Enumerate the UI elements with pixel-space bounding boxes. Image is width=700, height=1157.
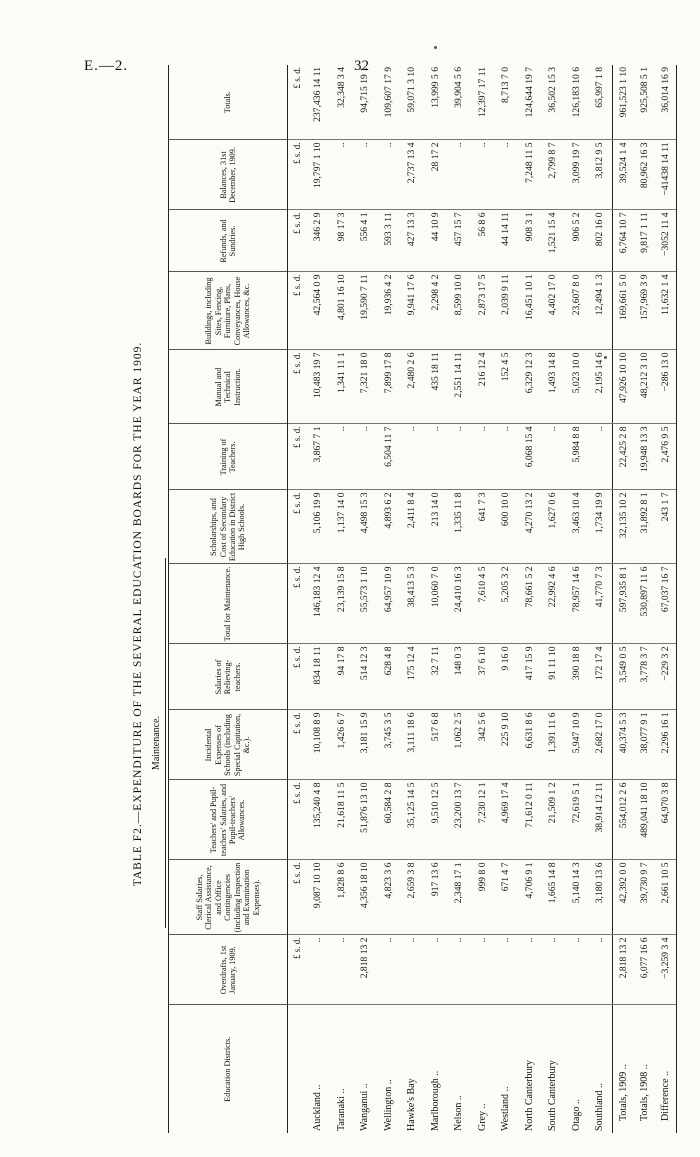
amount-cell: 1,828 8 6 <box>330 860 354 935</box>
amount-cell: 908 3 1 <box>518 210 542 272</box>
amount-cell: 60,584 2 8 <box>377 780 401 860</box>
amount-cell: 834 18 11 <box>306 644 330 710</box>
amount-cell: .. <box>377 935 401 1005</box>
amount-cell: .. <box>447 140 471 210</box>
amount-cell: 38,077 9 1 <box>634 710 655 780</box>
amount-cell: 23,607 8 0 <box>565 272 589 350</box>
amount-cell: 6,077 16 6 <box>634 935 655 1005</box>
amount-cell: 39,904 5 6 <box>447 65 471 140</box>
district-name: Wanganui .. <box>359 1083 371 1131</box>
amount-cell: 12,397 17 11 <box>471 65 495 140</box>
maintenance-group <box>151 95 165 1133</box>
amount-cell: 1,062 2 5 <box>447 710 471 780</box>
amount-cell: 457 15 7 <box>447 210 471 272</box>
amount-cell: −3,259 3 4 <box>655 935 677 1005</box>
amount-cell: 23,200 13 7 <box>447 780 471 860</box>
amount-cell: 9,510 12 5 <box>424 780 448 860</box>
table-row <box>471 65 495 1133</box>
amount-cell: 175 12 4 <box>400 644 424 710</box>
amount-cell: 3,745 3 5 <box>377 710 401 780</box>
amount-cell: 9,087 10 10 <box>306 860 330 935</box>
amount-cell: 628 4 8 <box>377 644 401 710</box>
amount-cell: 7,248 11 5 <box>518 140 542 210</box>
amount-cell: 2,551 14 11 <box>447 350 471 424</box>
amount-cell: 67,037 16 7 <box>655 564 677 644</box>
amount-cell: 3,099 19 7 <box>565 140 589 210</box>
maintenance-label: Maintenance. <box>151 715 162 771</box>
amount-cell: 641 7 3 <box>471 490 495 564</box>
amount-cell: 47,926 10 10 <box>612 350 634 424</box>
amount-cell: 530,897 11 6 <box>634 564 655 644</box>
amount-cell: −41438 14 11 <box>655 140 677 210</box>
amount-cell: 6,068 15 4 <box>518 424 542 490</box>
amount-cell: 2,818 13 2 <box>353 935 377 1005</box>
unit-cell: £ s. d. <box>288 935 307 1005</box>
amount-cell: 489,041 18 10 <box>634 780 655 860</box>
table-row <box>306 65 330 1133</box>
amount-cell: 5,140 14 3 <box>565 860 589 935</box>
amount-cell: .. <box>494 140 518 210</box>
amount-cell: 2,818 13 2 <box>612 935 634 1005</box>
amount-cell: 802 16 0 <box>588 210 612 272</box>
amount-cell: 91 11 10 <box>541 644 565 710</box>
amount-cell: 237,436 14 11 <box>306 65 330 140</box>
table-row <box>424 65 448 1133</box>
amount-cell: 906 5 2 <box>565 210 589 272</box>
amount-cell: 36,502 15 3 <box>541 65 565 140</box>
amount-cell: 917 13 6 <box>424 860 448 935</box>
amount-cell: 9,817 1 11 <box>634 210 655 272</box>
amount-cell: .. <box>330 424 354 490</box>
amount-cell: 8,599 10 0 <box>447 272 471 350</box>
amount-cell: 5,947 10 9 <box>565 710 589 780</box>
amount-cell: 22,425 2 8 <box>612 424 634 490</box>
amount-cell: 72,619 5 1 <box>565 780 589 860</box>
amount-cell: .. <box>377 140 401 210</box>
amount-cell: 32 7 11 <box>424 644 448 710</box>
amount-cell: .. <box>471 140 495 210</box>
amount-cell: 94 17 8 <box>330 644 354 710</box>
amount-cell: 44 10 9 <box>424 210 448 272</box>
amount-cell: 2,195 14 6 <box>588 350 612 424</box>
table-row <box>565 65 589 1133</box>
amount-cell: 2,480 2 6 <box>400 350 424 424</box>
amount-cell: 135,240 4 8 <box>306 780 330 860</box>
amount-cell: 7,899 17 8 <box>377 350 401 424</box>
amount-cell: 4,402 17 0 <box>541 272 565 350</box>
district-name: North Canterbury <box>523 1060 535 1131</box>
amount-cell: 2,661 10 5 <box>655 860 677 935</box>
amount-cell: −3052 11 4 <box>655 210 677 272</box>
district-name: Nelson .. <box>453 1095 465 1131</box>
amount-cell: 9,941 17 6 <box>400 272 424 350</box>
amount-cell: 78,661 5 2 <box>518 564 542 644</box>
amount-cell: 157,969 3 9 <box>634 272 655 350</box>
amount-cell: 7,321 18 0 <box>353 350 377 424</box>
page-ref: E.—2. <box>84 58 129 74</box>
district-name: South Canterbury <box>547 1060 559 1131</box>
amount-cell: 38,413 5 3 <box>400 564 424 644</box>
amount-cell: 999 8 0 <box>471 860 495 935</box>
amount-cell: 40,374 5 3 <box>612 710 634 780</box>
amount-cell: 3,867 7 1 <box>306 424 330 490</box>
amount-cell: .. <box>400 935 424 1005</box>
amount-cell: 342 5 6 <box>471 710 495 780</box>
amount-cell: 21,509 1 2 <box>541 780 565 860</box>
amount-cell: 71,612 0 11 <box>518 780 542 860</box>
amount-cell: 3,111 18 6 <box>400 710 424 780</box>
amount-cell: 2,682 17 0 <box>588 710 612 780</box>
table-row <box>588 65 612 1133</box>
amount-cell: 2,348 17 1 <box>447 860 471 935</box>
table-row <box>330 65 354 1133</box>
unit-cell: £ s. d. <box>288 65 307 140</box>
amount-cell: 3,778 3 7 <box>634 644 655 710</box>
amount-cell: 1,493 14 8 <box>541 350 565 424</box>
amount-cell: 64,957 10 9 <box>377 564 401 644</box>
amount-cell: 3,180 13 6 <box>588 860 612 935</box>
amount-cell: 98 17 3 <box>330 210 354 272</box>
amount-cell: 925,508 5 1 <box>634 65 655 140</box>
district-name: Westland .. <box>500 1086 512 1131</box>
column-header: Refunds, and Sundries. <box>169 210 288 272</box>
amount-cell: 80,962 16 3 <box>634 140 655 210</box>
unit-cell: £ s. d. <box>288 350 307 424</box>
column-header: Salaries of Relieving-teachers. <box>169 644 288 710</box>
table-row <box>400 65 424 1133</box>
amount-cell: 16,451 10 1 <box>518 272 542 350</box>
rotated-table-page <box>126 67 671 1133</box>
amount-cell: 3,181 15 9 <box>353 710 377 780</box>
table-row <box>518 65 542 1133</box>
maintenance-rule <box>165 558 166 928</box>
amount-cell: 6,631 8 6 <box>518 710 542 780</box>
amount-cell: 19,936 4 2 <box>377 272 401 350</box>
amount-cell: .. <box>330 935 354 1005</box>
amount-cell: 346 2 9 <box>306 210 330 272</box>
amount-cell: .. <box>447 424 471 490</box>
expenditure-table <box>168 65 677 1133</box>
units-row <box>288 65 307 1133</box>
district-name: Wellington .. <box>382 1079 394 1131</box>
amount-cell: .. <box>447 935 471 1005</box>
amount-cell: 11,632 1 4 <box>655 272 677 350</box>
table-row <box>494 65 518 1133</box>
column-header: Manual and Technical Instruction. <box>169 350 288 424</box>
amount-cell: 1,734 19 9 <box>588 490 612 564</box>
table-row <box>541 65 565 1133</box>
district-name: Auckland .. <box>312 1084 324 1131</box>
amount-cell: 19,797 1 10 <box>306 140 330 210</box>
amount-cell: 23,139 15 8 <box>330 564 354 644</box>
amount-cell: .. <box>494 424 518 490</box>
amount-cell: 597,935 8 1 <box>612 564 634 644</box>
column-header: Incidental Expenses of Schools (including Special Capitation, &c.). <box>169 710 288 780</box>
amount-cell: 22,992 4 6 <box>541 564 565 644</box>
amount-cell: 148 0 3 <box>447 644 471 710</box>
amount-cell: 514 12 3 <box>353 644 377 710</box>
amount-cell: 1,627 0 6 <box>541 490 565 564</box>
amount-cell: 2,298 4 2 <box>424 272 448 350</box>
amount-cell: 2,873 17 5 <box>471 272 495 350</box>
amount-cell: 417 15 9 <box>518 644 542 710</box>
amount-cell: 213 14 0 <box>424 490 448 564</box>
amount-cell: 435 18 11 <box>424 350 448 424</box>
amount-cell: .. <box>541 424 565 490</box>
amount-cell: 5,205 3 2 <box>494 564 518 644</box>
amount-cell: 78,957 14 6 <box>565 564 589 644</box>
unit-cell: £ s. d. <box>288 210 307 272</box>
amount-cell: 1,665 14 8 <box>541 860 565 935</box>
amount-cell: 4,893 6 2 <box>377 490 401 564</box>
amount-cell: 2,476 9 5 <box>655 424 677 490</box>
header-row <box>169 65 288 1133</box>
amount-cell: 3,549 0 5 <box>612 644 634 710</box>
amount-cell: 4,969 17 4 <box>494 780 518 860</box>
amount-cell: 390 18 8 <box>565 644 589 710</box>
amount-cell: 2,411 8 4 <box>400 490 424 564</box>
district-name: Grey .. <box>476 1103 488 1131</box>
amount-cell: .. <box>353 140 377 210</box>
amount-cell: 6,329 12 3 <box>518 350 542 424</box>
amount-cell: 4,356 18 10 <box>353 860 377 935</box>
column-header: Total for Maintenance. <box>169 564 288 644</box>
amount-cell: 10,060 7 0 <box>424 564 448 644</box>
totals-label: Totals, 1908 .. <box>638 1064 650 1121</box>
amount-cell: 21,618 11 5 <box>330 780 354 860</box>
column-header: Buildings, including Sites, Fencing, Furniture, Plans, Conveyances, House Allowances, &c. <box>169 272 288 350</box>
amount-cell: 152 4 5 <box>494 350 518 424</box>
amount-cell: 2,799 8 7 <box>541 140 565 210</box>
column-header: Balances, 31st December, 1909. <box>169 140 288 210</box>
unit-cell: £ s. d. <box>288 272 307 350</box>
amount-cell: 243 1 7 <box>655 490 677 564</box>
amount-cell: 1,341 11 1 <box>330 350 354 424</box>
page-number: 32 <box>354 58 369 74</box>
amount-cell: 2,659 3 8 <box>400 860 424 935</box>
column-header: Education Districts. <box>169 1005 288 1133</box>
amount-cell: 5,106 19 9 <box>306 490 330 564</box>
unit-cell: £ s. d. <box>288 644 307 710</box>
column-header: Totals. <box>169 65 288 140</box>
amount-cell: 9 16 0 <box>494 644 518 710</box>
amount-cell: 64,970 3 8 <box>655 780 677 860</box>
amount-cell: 4,801 16 10 <box>330 272 354 350</box>
amount-cell: 31,892 8 1 <box>634 490 655 564</box>
amount-cell: 126,183 10 6 <box>565 65 589 140</box>
totals-row <box>634 65 655 1133</box>
amount-cell: 146,183 12 4 <box>306 564 330 644</box>
district-name: Hawke's Bay <box>406 1078 418 1131</box>
amount-cell: 4,498 15 3 <box>353 490 377 564</box>
amount-cell: 1,521 15 4 <box>541 210 565 272</box>
amount-cell: −229 3 2 <box>655 644 677 710</box>
ink-dot-top <box>434 46 437 49</box>
amount-cell: 5,023 10 0 <box>565 350 589 424</box>
amount-cell: 4,270 13 2 <box>518 490 542 564</box>
unit-cell: £ s. d. <box>288 860 307 935</box>
amount-cell: .. <box>588 935 612 1005</box>
district-name: Otago .. <box>570 1099 582 1131</box>
amount-cell: .. <box>565 935 589 1005</box>
amount-cell: 37 6 10 <box>471 644 495 710</box>
amount-cell: −286 13 0 <box>655 350 677 424</box>
amount-cell: 6,504 11 7 <box>377 424 401 490</box>
amount-cell: 4,706 9 1 <box>518 860 542 935</box>
totals-label: Totals, 1909 .. <box>612 1005 634 1133</box>
table-row <box>353 65 377 1133</box>
amount-cell: 3,463 10 4 <box>565 490 589 564</box>
amount-cell: 7,230 12 1 <box>471 780 495 860</box>
amount-cell: 32,348 3 4 <box>330 65 354 140</box>
amount-cell: 19,948 13 3 <box>634 424 655 490</box>
amount-cell: 427 13 3 <box>400 210 424 272</box>
unit-cell: £ s. d. <box>288 564 307 644</box>
totals-label: Difference .. <box>655 1005 677 1133</box>
amount-cell: 2,296 16 1 <box>655 710 677 780</box>
amount-cell: 2,039 9 11 <box>494 272 518 350</box>
amount-cell: 6,764 10 7 <box>612 210 634 272</box>
amount-cell: 51,876 13 10 <box>353 780 377 860</box>
amount-cell: 961,523 1 10 <box>612 65 634 140</box>
unit-cell: £ s. d. <box>288 140 307 210</box>
district-name: Southland .. <box>594 1082 606 1131</box>
amount-cell: 124,644 19 7 <box>518 65 542 140</box>
amount-cell: 2,737 13 4 <box>400 140 424 210</box>
amount-cell: 600 10 0 <box>494 490 518 564</box>
amount-cell: .. <box>494 935 518 1005</box>
amount-cell: 94,715 19 1 <box>353 65 377 140</box>
amount-cell: 554,012 2 6 <box>612 780 634 860</box>
amount-cell: .. <box>424 935 448 1005</box>
column-header: Teachers' and Pupil-teachers' Salaries, and Pupil-teachers' Allowances. <box>169 780 288 860</box>
amount-cell: 1,335 11 8 <box>447 490 471 564</box>
amount-cell: 10,108 8 9 <box>306 710 330 780</box>
amount-cell: 19,590 7 11 <box>353 272 377 350</box>
amount-cell: .. <box>471 424 495 490</box>
amount-cell: 169,661 5 0 <box>612 272 634 350</box>
unit-cell: £ s. d. <box>288 780 307 860</box>
amount-cell: .. <box>353 424 377 490</box>
amount-cell: 39,524 1 4 <box>612 140 634 210</box>
district-name: Marlborough .. <box>429 1070 441 1131</box>
amount-cell: 1,426 6 7 <box>330 710 354 780</box>
amount-cell: 41,770 7 3 <box>588 564 612 644</box>
amount-cell: .. <box>471 935 495 1005</box>
amount-cell: 225 9 10 <box>494 710 518 780</box>
amount-cell: .. <box>306 935 330 1005</box>
column-header: Overdrafts, 1st January, 1909. <box>169 935 288 1005</box>
column-header: Staff Salaries, Clerical Assistance, and Office Contingencies (including Inspection and Examination Expenses). <box>169 860 288 935</box>
amount-cell: 593 3 11 <box>377 210 401 272</box>
amount-cell: 35,125 14 5 <box>400 780 424 860</box>
column-header: Scholarships, and Cost of Secondary Education in District High Schools. <box>169 490 288 564</box>
amount-cell: 32,135 10 2 <box>612 490 634 564</box>
district-name: Taranaki .. <box>335 1088 347 1131</box>
table-title: TABLE F2.—EXPENDITURE OF THE SEVERAL EDUCATION BOARDS FOR THE YEAR 1909. <box>132 341 144 887</box>
amount-cell: 5,984 8 8 <box>565 424 589 490</box>
amount-cell: .. <box>330 140 354 210</box>
amount-cell: 36,014 16 9 <box>655 65 677 140</box>
amount-cell: 55,573 1 10 <box>353 564 377 644</box>
table-row <box>377 65 401 1133</box>
amount-cell: 28 17 2 <box>424 140 448 210</box>
amount-cell: 216 12 4 <box>471 350 495 424</box>
amount-cell: 65,997 1 8 <box>588 65 612 140</box>
amount-cell: 517 6 8 <box>424 710 448 780</box>
amount-cell: 38,914 12 11 <box>588 780 612 860</box>
amount-cell: 42,564 0 9 <box>306 272 330 350</box>
amount-cell: 3,812 9 5 <box>588 140 612 210</box>
column-header: Training of Teachers. <box>169 424 288 490</box>
amount-cell: 13,999 5 6 <box>424 65 448 140</box>
amount-cell: 556 4 1 <box>353 210 377 272</box>
amount-cell: .. <box>424 424 448 490</box>
unit-cell: £ s. d. <box>288 710 307 780</box>
unit-cell: £ s. d. <box>288 490 307 564</box>
amount-cell: 42,392 0 0 <box>612 860 634 935</box>
amount-cell: 12,494 1 3 <box>588 272 612 350</box>
table-row <box>447 65 471 1133</box>
unit-cell: £ s. d. <box>288 424 307 490</box>
amount-cell: .. <box>400 424 424 490</box>
amount-cell: 59,071 3 10 <box>400 65 424 140</box>
amount-cell: 24,410 16 3 <box>447 564 471 644</box>
amount-cell: 109,607 17 9 <box>377 65 401 140</box>
amount-cell: 671 4 7 <box>494 860 518 935</box>
unit-cell <box>288 1005 307 1133</box>
amount-cell: 56 8 6 <box>471 210 495 272</box>
amount-cell: 10,483 19 7 <box>306 350 330 424</box>
amount-cell: 1,391 11 6 <box>541 710 565 780</box>
totals-row <box>612 65 634 1133</box>
amount-cell: 4,823 3 6 <box>377 860 401 935</box>
amount-cell: .. <box>588 424 612 490</box>
amount-cell: 7,610 4 5 <box>471 564 495 644</box>
amount-cell: 39,730 9 7 <box>634 860 655 935</box>
amount-cell: 48,212 3 10 <box>634 350 655 424</box>
amount-cell: .. <box>541 935 565 1005</box>
amount-cell: 172 17 4 <box>588 644 612 710</box>
amount-cell: 8,713 7 0 <box>494 65 518 140</box>
amount-cell: 1,137 14 0 <box>330 490 354 564</box>
amount-cell: 44 14 11 <box>494 210 518 272</box>
amount-cell: .. <box>518 935 542 1005</box>
totals-row <box>655 65 677 1133</box>
